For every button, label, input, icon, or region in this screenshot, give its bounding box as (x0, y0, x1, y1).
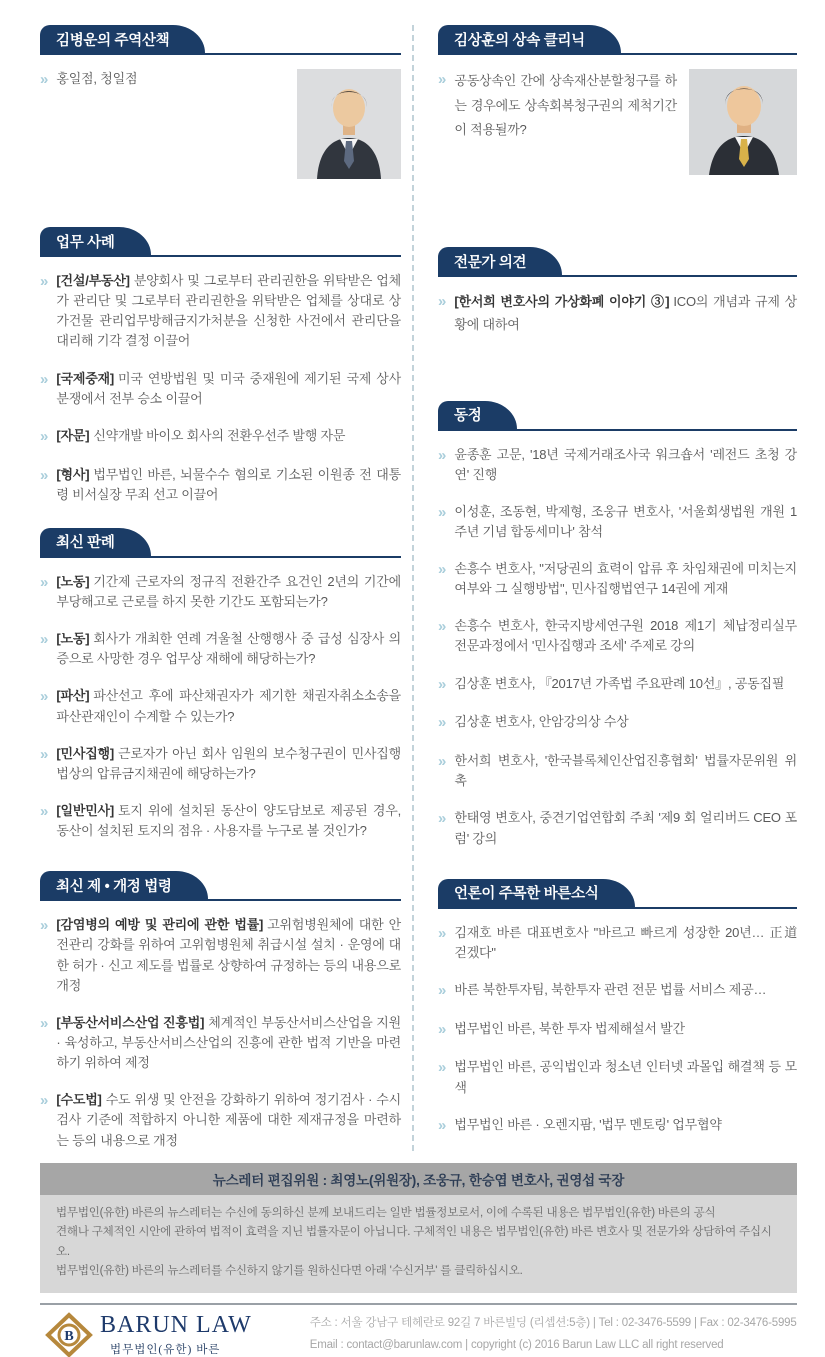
disclaimer-line: 법무법인(유한) 바른의 뉴스레터는 수신에 동의하신 분께 보내드리는 일반 법률정보로서, 이에 수록된 내용은 법무법인(유한) 바른의 공식 (56, 1206, 716, 1219)
article-text: [파산] 파산선고 후에 파산채권자가 제기한 채권자취소소송을 파산관재인이 수계할 수 있는가? (56, 688, 401, 724)
tab-curve-decoration (173, 25, 205, 53)
address-line: 주소 : 서울 강남구 테헤란로 92길 7 바른빌딩 (리셉션:5층) | Tel : 02-3476-5599 | Fax : 02-3476-5995 (309, 1317, 797, 1330)
disclaimer-panel (40, 1195, 797, 1293)
double-chevron-icon: » (438, 293, 447, 310)
section-header (40, 528, 401, 558)
section-header (40, 227, 401, 257)
right-column (438, 25, 797, 1151)
tab-curve-decoration (119, 227, 151, 255)
article-text: 한서희 변호사, '한국블록체인산업진흥협회' 법률자문위원 위촉 (454, 753, 797, 789)
double-chevron-icon: » (438, 924, 447, 942)
double-chevron-icon: » (40, 803, 49, 820)
tab-curve-decoration (485, 401, 517, 429)
tab-curve-decoration (176, 871, 208, 899)
article-link[interactable] (438, 712, 797, 734)
section-press-news (438, 879, 797, 1137)
section-title: 최신 제 • 개정 법령 (56, 878, 172, 895)
double-chevron-icon: » (40, 631, 49, 649)
article-text: [감염병의 예방 및 관리에 관한 법률] 고위험병원체에 대한 안전관리 강화를 위하여 고위험병원체 취급시설 설치 · 운영에 대한 허가 · 신고 제도를 법률로 상향하여 규정하는 등의 내용으로 개정 (56, 917, 401, 993)
logo-title: BARUN LAW (100, 1311, 252, 1338)
portrait-photo-right (689, 69, 797, 175)
section-header (40, 871, 401, 901)
article-text: [수도법] 수도 위생 및 안전을 강화하기 위하여 정기검사 · 수시검사 기준에 적합하지 아니한 제품에 대한 제재규정을 마련하는 등의 내용으로 개정 (56, 1092, 401, 1148)
article-text: [국제중재] 미국 연방법원 및 미국 중재원에 제기된 국제 상사분쟁에서 전부 승소 이끌어 (56, 370, 401, 406)
double-chevron-icon: » (40, 917, 49, 935)
double-chevron-icon: » (40, 71, 49, 88)
double-chevron-icon: » (40, 427, 49, 445)
article-link[interactable] (40, 629, 401, 669)
article-text: [민사집행] 근로자가 아닌 회사 임원의 보수청구권이 민사집행법상의 압류금지채권에 해당하는가? (56, 745, 401, 781)
article-link[interactable] (40, 271, 401, 352)
tab-curve-decoration (530, 247, 562, 275)
email-line[interactable]: Email : contact@barunlaw.com | copyright (c) 2016 Barun Law LLC all right reserved (309, 1338, 724, 1351)
article-text: 공동상속인 간에 상속재산분할청구를 하는 경우에도 상속회복청구권의 제척기간이 적용될까? (454, 73, 677, 138)
double-chevron-icon: » (438, 1059, 447, 1077)
disclaimer-line: 견해나 구체적인 시안에 관하여 법적이 효력을 지닌 법률자문이 아닙니다. 구체적인 내용은 법무법인(유한) 바른 변호사 및 전문가와 상담하여 주십시오. (56, 1226, 772, 1258)
double-chevron-icon: » (438, 810, 447, 828)
article-link[interactable] (40, 426, 401, 448)
section-title: 최신 판례 (56, 535, 115, 552)
barun-law-logo (46, 1313, 252, 1357)
article-link[interactable] (438, 923, 797, 963)
article-text: 김상훈 변호사, 안암강의상 수상 (454, 714, 629, 730)
section-tab (40, 528, 119, 556)
double-chevron-icon: » (438, 714, 447, 732)
section-header (438, 25, 797, 55)
double-chevron-icon: » (438, 981, 447, 999)
section-tab (40, 227, 119, 255)
tab-curve-decoration (119, 528, 151, 556)
article-link[interactable] (40, 744, 401, 784)
section-header (438, 879, 797, 909)
article-link[interactable] (40, 69, 285, 91)
article-text: [부동산서비스산업 진흥법] 체계적인 부동산서비스산업을 지원 · 육성하고, 부동산서비스산업의 진흥에 관한 법적 기반을 마련하기 위하여 제정 (56, 1014, 401, 1071)
column-divider (412, 25, 414, 1151)
section-tab (40, 25, 173, 53)
article-text: 손흥수 변호사, 한국지방세연구원 2018 제1기 체납정리실무 전문과정에서 '민사집행과 조세' 주제로 강의 (454, 618, 797, 654)
section-juyeok-walk (40, 25, 401, 187)
double-chevron-icon: » (438, 71, 447, 88)
double-chevron-icon: » (40, 1014, 49, 1032)
article-text: 김상훈 변호사, 『2017년 가족법 주요판례 10선』, 공동집필 (454, 675, 785, 691)
article-text: [한서희 변호사의 가상화폐 이야기 ③] ICO의 개념과 규제 상황에 대하여 (454, 294, 797, 332)
article-link[interactable] (40, 915, 401, 996)
section-work-cases (40, 227, 401, 505)
article-link[interactable] (438, 674, 797, 696)
section-tab (438, 401, 485, 429)
article-link[interactable] (40, 801, 401, 841)
double-chevron-icon: » (438, 503, 447, 521)
article-link[interactable] (438, 751, 797, 791)
left-column (40, 25, 401, 1151)
section-new-legislation (40, 871, 401, 1150)
contact-info (310, 1313, 797, 1357)
article-text: 이성훈, 조동현, 박제형, 조웅규 변호사, '서울회생법원 개원 1주년 기념 합동세미나' 참석 (454, 503, 797, 539)
double-chevron-icon: » (438, 753, 447, 771)
section-tab (40, 871, 176, 899)
diamond-logo-icon (46, 1313, 92, 1357)
article-link[interactable] (40, 572, 401, 612)
tab-curve-decoration (589, 25, 621, 53)
article-link[interactable] (40, 1090, 401, 1150)
article-link[interactable] (438, 616, 797, 656)
section-recent-cases (40, 528, 401, 841)
article-text: 법무법인 바른, 공익법인과 청소년 인터넷 과몰입 해결책 등 모색 (454, 1059, 797, 1095)
double-chevron-icon: » (40, 370, 49, 388)
article-link[interactable] (438, 1115, 797, 1137)
section-title: 언론이 주목한 바른소식 (454, 886, 599, 903)
section-tab (438, 879, 603, 907)
article-link[interactable] (438, 1057, 797, 1097)
article-link[interactable] (438, 445, 797, 485)
section-header (438, 247, 797, 277)
article-link[interactable] (438, 1019, 797, 1041)
article-text: 법무법인 바른 · 오렌지팜, '법무 멘토링' 업무협약 (454, 1116, 722, 1132)
double-chevron-icon: » (438, 446, 447, 464)
article-text: 손흥수 변호사, "저당권의 효력이 압류 후 차임채권에 미치는지 여부와 그 실행방법", 민사집행법연구 14권에 게재 (454, 561, 797, 597)
section-expert-opinion (438, 247, 797, 337)
section-title: 김상훈의 상속 클리닉 (454, 32, 585, 49)
section-header (438, 401, 797, 431)
article-link[interactable] (438, 291, 797, 337)
double-chevron-icon: » (438, 561, 447, 579)
double-chevron-icon: » (438, 675, 447, 693)
section-title: 업무 사례 (56, 234, 115, 251)
section-title: 동정 (454, 408, 482, 424)
section-header (40, 25, 401, 55)
article-text: 홍일점, 청일점 (56, 71, 138, 86)
article-text: 법무법인 바른, 북한 투자 법제해설서 발간 (454, 1020, 685, 1036)
section-inheritance-clinic (438, 25, 797, 187)
article-link[interactable] (40, 369, 401, 409)
article-text: 바른 북한투자팀, 북한투자 관련 전문 법률 서비스 제공… (454, 981, 767, 997)
double-chevron-icon: » (40, 466, 49, 484)
double-chevron-icon: » (438, 1020, 447, 1038)
double-chevron-icon: » (438, 618, 447, 636)
section-title: 김병운의 주역산책 (56, 32, 170, 49)
article-link[interactable] (438, 808, 797, 848)
section-tab (438, 25, 589, 53)
article-link[interactable] (438, 980, 797, 1002)
double-chevron-icon: » (40, 745, 49, 763)
content-columns (40, 25, 797, 1151)
tab-curve-decoration (603, 879, 635, 907)
article-text: [형사] 법무법인 바른, 뇌물수수 혐의로 기소된 이원종 전 대통령 비서실장 무죄 선고 이끌어 (56, 466, 401, 502)
double-chevron-icon: » (438, 1116, 447, 1134)
article-link[interactable] (438, 502, 797, 542)
article-text: [노동] 기간제 근로자의 정규직 전환간주 요건인 2년의 기간에 부당해고로 근로를 하지 못한 기간도 포함되는가? (56, 573, 401, 610)
article-text: 한태영 변호사, 중견기업연합회 주최 '제9 회 얼리버드 CEO 포럼' 강의 (454, 810, 797, 846)
article-link[interactable] (438, 69, 677, 143)
article-link[interactable] (40, 686, 401, 726)
article-text: 윤종훈 고문, '18년 국제거래조사국 워크숍서 '레전드 초청 강연' 진행 (454, 446, 797, 482)
logo-subtitle: 법무법인(유한) 바른 (110, 1343, 221, 1356)
article-link[interactable] (438, 559, 797, 599)
logo-letter: B (64, 1328, 74, 1344)
section-title: 전문가 의견 (454, 254, 527, 271)
article-text: [건설/부동산] 분양회사 및 그로부터 관리권한을 위탁받은 업체가 관리단 및 그로부터 관리권한을 위탁받은 업체를 상대로 상가건물 관리업무방해금지가처분을 신청한 사건에서 관리단을 대리해 기각 결정 이끌어 (56, 273, 401, 349)
article-link[interactable] (40, 1013, 401, 1073)
article-link[interactable] (40, 465, 401, 505)
article-text: [일반민사] 토지 위에 설치된 동산이 양도담보로 제공된 경우, 동산이 설치된 토지의 점유 · 사용자를 누구로 볼 것인가? (56, 803, 401, 839)
section-news-briefs (438, 401, 797, 849)
editorial-committee-bar: 뉴스레터 편집위원 : 최영노(위원장), 조웅규, 한승엽 변호사, 권영섭 국장 (40, 1163, 797, 1195)
double-chevron-icon: » (40, 573, 49, 591)
double-chevron-icon: » (40, 273, 49, 290)
double-chevron-icon: » (40, 1092, 49, 1110)
article-text: [노동] 회사가 개최한 연례 겨울철 산행행사 중 급성 심장사 의증으로 사망한 경우 업무상 재해에 해당하는가? (56, 631, 401, 667)
footer (40, 1303, 797, 1357)
article-text: 김재호 바른 대표변호사 "바르고 빠르게 성장한 20년… 正道 걷겠다" (454, 924, 797, 960)
portrait-photo-left (297, 69, 401, 179)
section-tab (438, 247, 530, 275)
double-chevron-icon: » (40, 688, 49, 706)
article-text: [자문] 신약개발 바이오 회사의 전환우선주 발행 자문 (56, 427, 346, 443)
disclaimer-line: 법무법인(유한) 바른의 뉴스레터를 수신하지 않기를 원하신다면 아래 '수신거부' 를 클릭하십시오. (56, 1265, 523, 1278)
